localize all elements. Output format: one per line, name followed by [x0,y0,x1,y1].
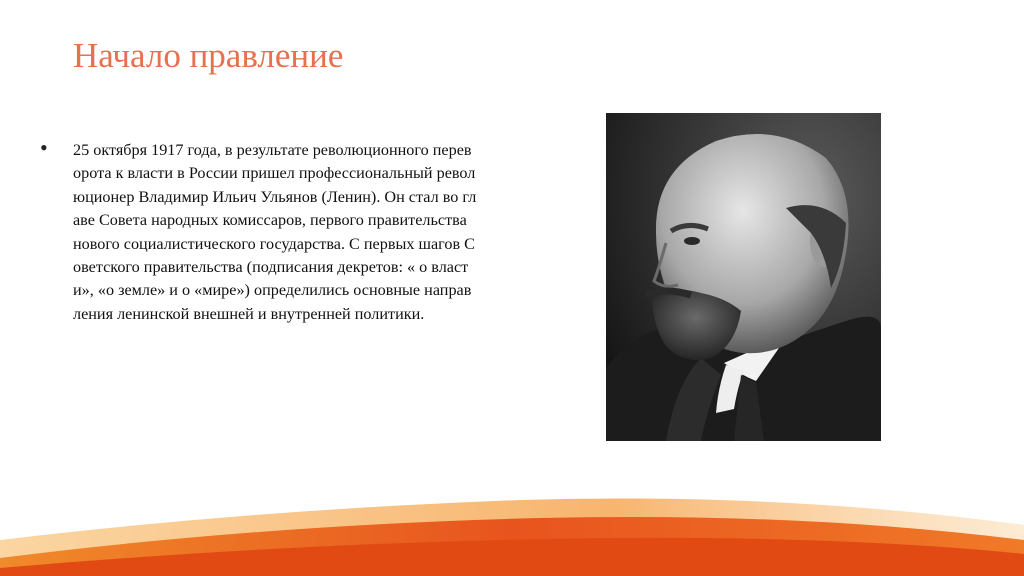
bullet-point: • [40,135,48,160]
portrait-photo [606,113,881,441]
body-text: 25 октября 1917 года, в результате революционного переворота к власти в России пришел профессиональный революционер Владимир Ильич Ульянов (Ленин). Он стал во главе Совета народных комиссаров, первого правительства нового социалистического государства. С первых шагов Советского правительства (подписания декретов: « о власти», «о земле» и о «мире») определились основные направления ленинской внешней и внутренней политики. [73,141,477,323]
portrait-photo-icon [606,113,881,441]
slide-title: Начало правление [73,36,344,75]
decorative-wave [0,470,1024,576]
